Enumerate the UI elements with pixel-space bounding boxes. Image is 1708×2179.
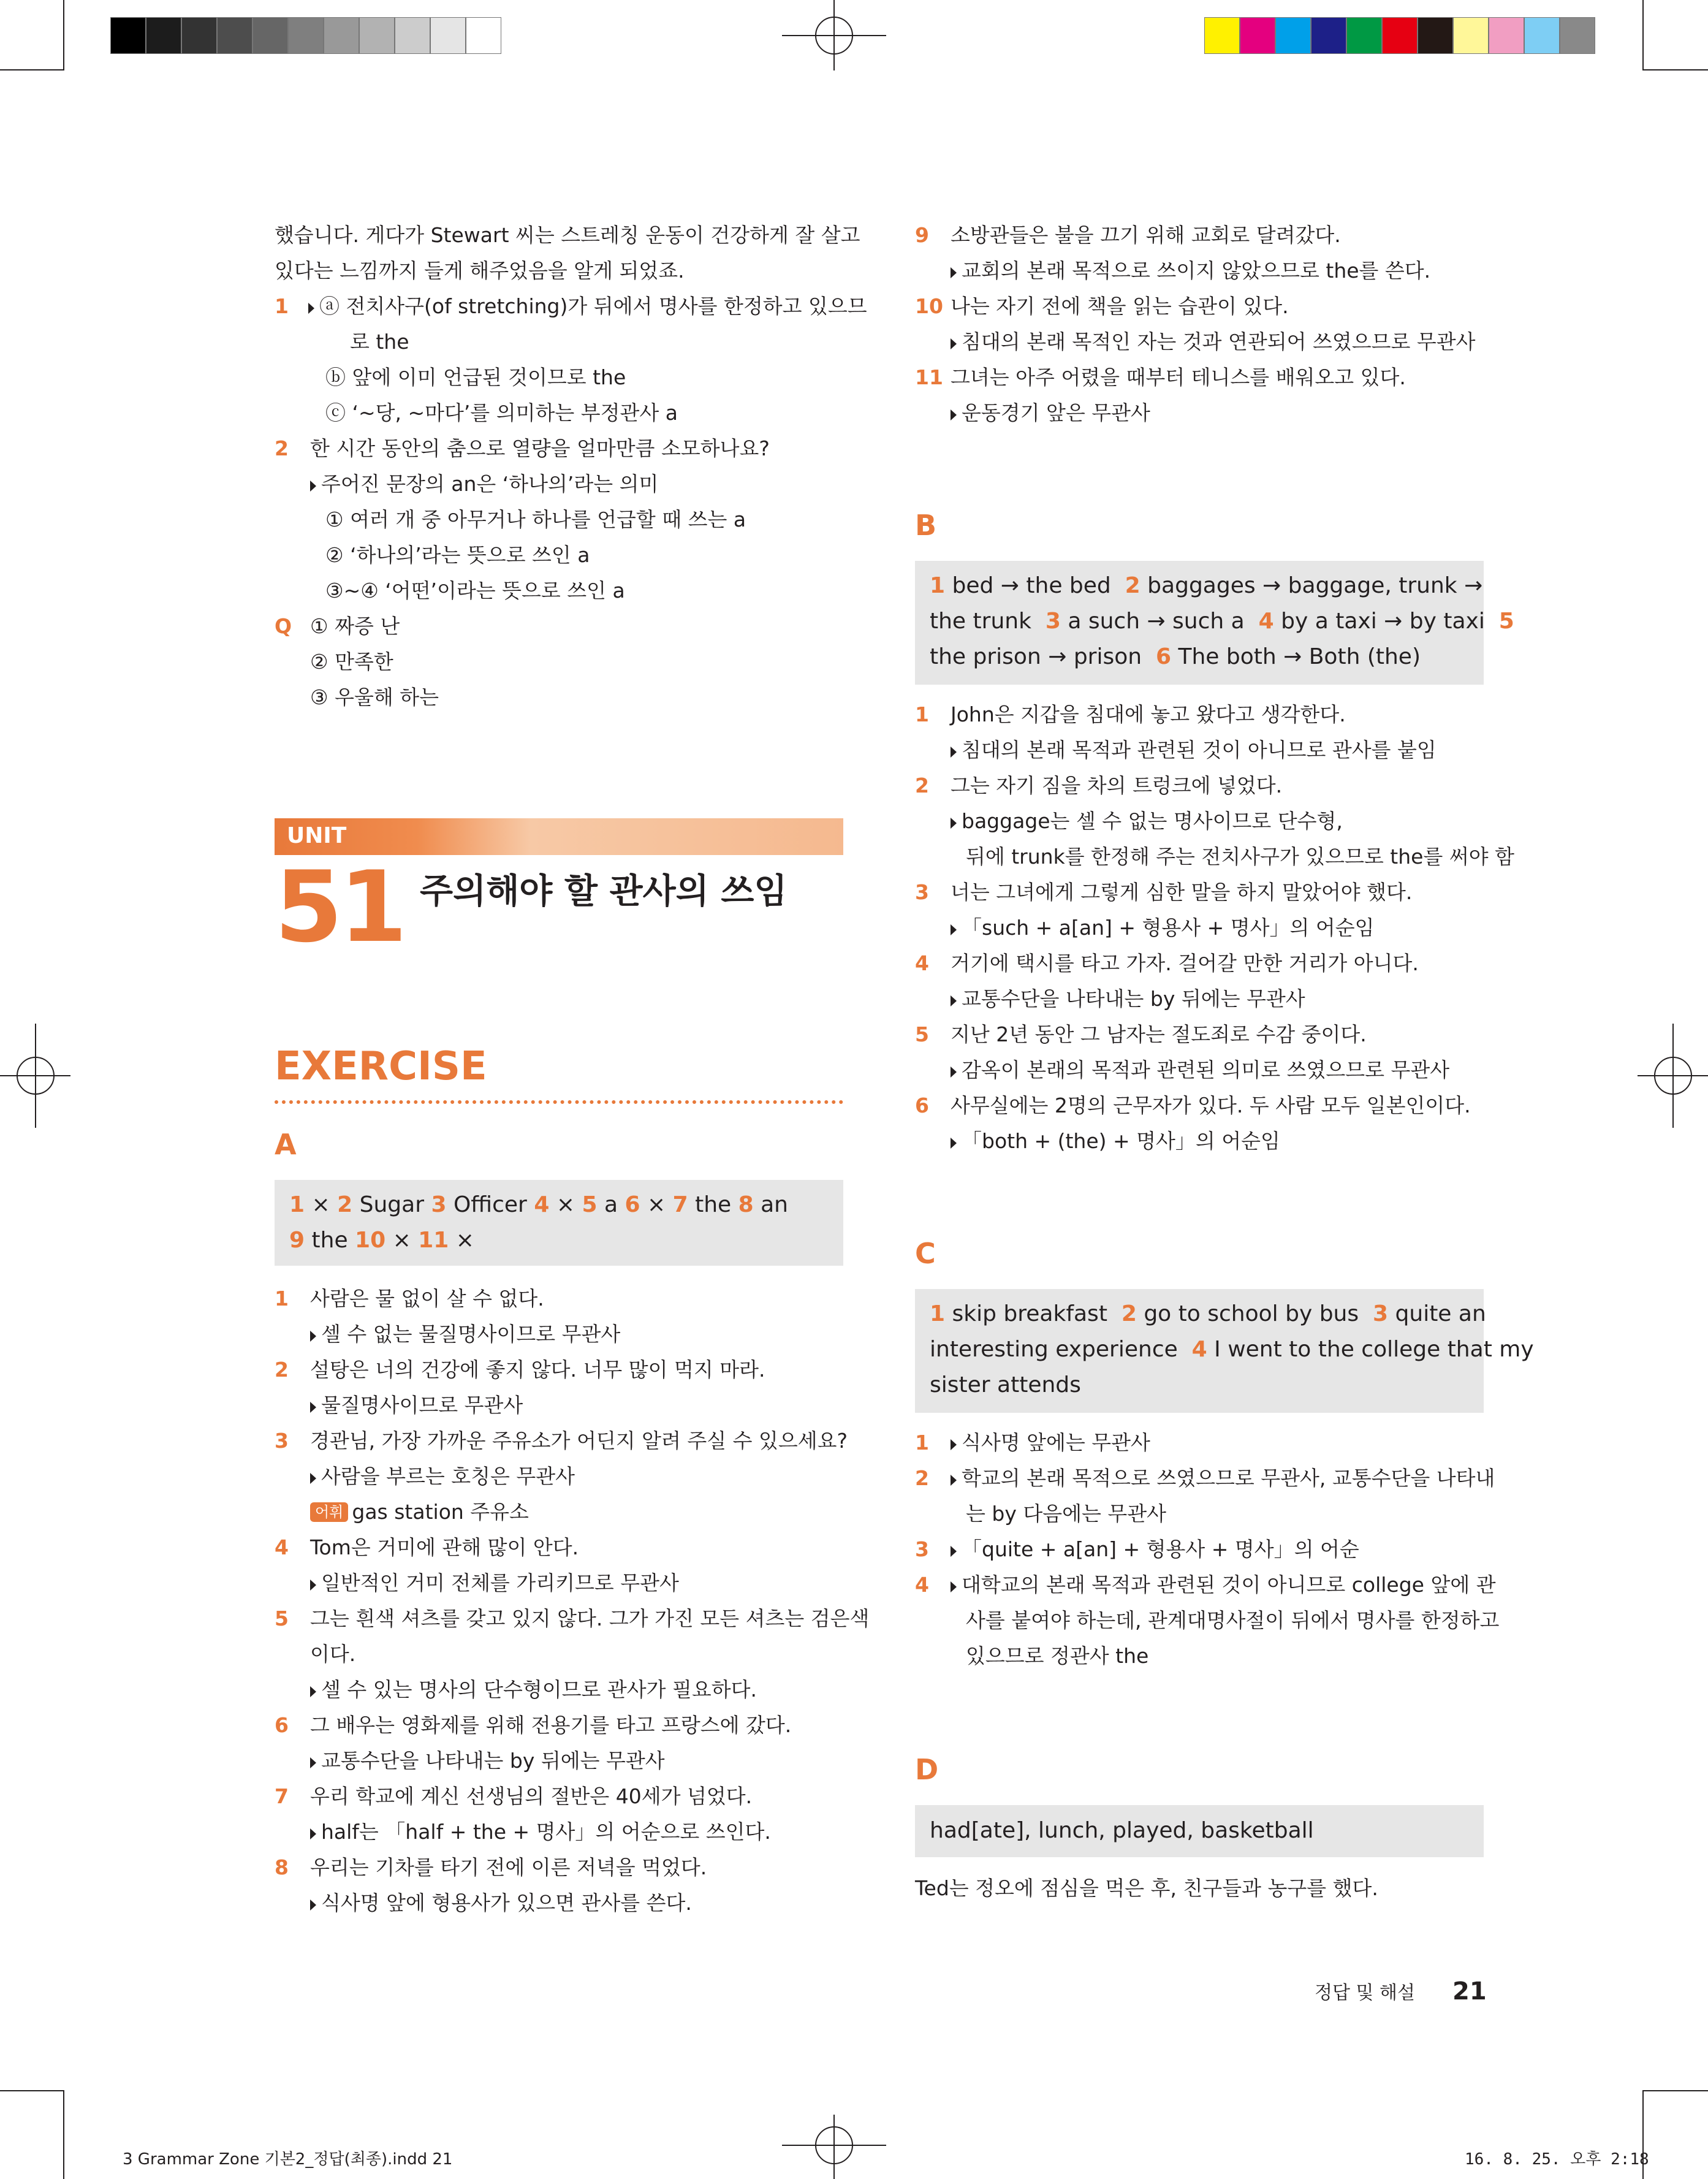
answer-text: × bbox=[385, 1228, 419, 1253]
note: half는 「half + the + 명사」의 어순으로 쓰인다. bbox=[321, 1820, 771, 1844]
translation: Ted는 정오에 점심을 먹은 후, 친구들과 농구를 했다. bbox=[915, 1876, 1378, 1900]
translation: 사람은 물 없이 살 수 없다. bbox=[310, 1287, 544, 1310]
color-swatch bbox=[359, 17, 395, 54]
item-number: 2 bbox=[275, 436, 289, 460]
item-number: 1 bbox=[915, 702, 929, 726]
answer-text: baggages → baggage, trunk → bbox=[1140, 573, 1483, 598]
arrow-icon bbox=[951, 747, 957, 758]
section-d-heading: D bbox=[915, 1753, 939, 1786]
crop-mark bbox=[1644, 2090, 1708, 2091]
explanation: ⓑ 앞에 이미 언급된 것이므로 the bbox=[325, 365, 626, 389]
translation: 그는 흰색 셔츠를 갖고 있지 않다. 그가 가진 모든 셔츠는 검은색 bbox=[310, 1607, 870, 1630]
answer-text: a such → such a bbox=[1060, 609, 1259, 634]
translation: 한 시간 동안의 춤으로 열량을 얼마만큼 소모하나요? bbox=[310, 436, 770, 460]
answer-number: 1 bbox=[930, 1301, 946, 1326]
answer-text: Sugar bbox=[352, 1192, 431, 1217]
arrow-icon bbox=[310, 1473, 316, 1484]
note: 셀 수 없는 물질명사이므로 무관사 bbox=[321, 1322, 621, 1346]
answer-line bbox=[930, 1332, 1534, 1367]
vocab-badge: 어휘 bbox=[310, 1502, 348, 1522]
note: 「quite + a[an] + 형용사 + 명사」의 어순 bbox=[962, 1537, 1359, 1561]
answer-text: an bbox=[753, 1192, 788, 1217]
answer-text: × bbox=[640, 1192, 673, 1217]
arrow-icon bbox=[310, 481, 316, 492]
translation: 그 배우는 영화제를 위해 전용기를 타고 프랑스에 갔다. bbox=[310, 1713, 792, 1737]
vocab-line bbox=[275, 1494, 841, 1530]
crop-mark bbox=[63, 0, 64, 70]
note-line bbox=[275, 466, 841, 502]
translation: John은 지갑을 침대에 놓고 왔다고 생각한다. bbox=[951, 702, 1346, 726]
answer-item bbox=[915, 946, 1482, 981]
arrow-icon bbox=[951, 1546, 957, 1557]
translation: 경관님, 가장 가까운 주유소가 어딘지 알려 주실 수 있으세요? bbox=[310, 1429, 848, 1453]
explanation: ⓐ 전치사구(of stretching)가 뒤에서 명사를 한정하고 있으므 bbox=[319, 294, 867, 318]
answer-number: 6 bbox=[1155, 644, 1172, 669]
answer-text: the prison → prison bbox=[930, 644, 1156, 669]
answer-item bbox=[275, 1779, 841, 1814]
answer-text: bed → the bed bbox=[945, 573, 1125, 598]
item-number: 3 bbox=[915, 880, 929, 904]
registration-mark-icon bbox=[0, 1024, 70, 1128]
color-swatch bbox=[1418, 17, 1453, 54]
answer-number: 4 bbox=[534, 1192, 550, 1217]
translation-cont: 이다. bbox=[310, 1642, 356, 1666]
translation: 지난 2년 동안 그 남자는 절도죄로 수감 중이다. bbox=[951, 1022, 1367, 1046]
translation: 그녀는 아주 어렸을 때부터 테니스를 배워오고 있다. bbox=[951, 365, 1406, 389]
note-cont: 는 by 다음에는 무관사 bbox=[966, 1502, 1166, 1526]
arrow-icon bbox=[310, 1757, 316, 1768]
arrow-icon bbox=[951, 1138, 957, 1149]
color-swatch bbox=[1453, 17, 1489, 54]
section-c-heading: C bbox=[915, 1237, 936, 1270]
answer-number: 2 bbox=[1121, 1301, 1137, 1326]
note-line bbox=[915, 395, 1482, 431]
answer-item bbox=[915, 289, 1482, 324]
note: 「both + (the) + 명사」의 어순임 bbox=[962, 1129, 1280, 1153]
answer-number: 3 bbox=[1045, 609, 1061, 634]
answer-number: 3 bbox=[1373, 1301, 1389, 1326]
note-line bbox=[915, 910, 1482, 946]
arrow-icon bbox=[310, 1899, 316, 1911]
note: 교통수단을 나타내는 by 뒤에는 무관사 bbox=[321, 1749, 665, 1773]
timestamp: 16. 8. 25. 오후 2:18 bbox=[1465, 2150, 1649, 2169]
answer-line bbox=[930, 604, 1514, 639]
note: 감옥이 본래의 목적과 관련된 의미로 쓰였으므로 무관사 bbox=[962, 1058, 1450, 1082]
option: ① 짜증 난 bbox=[310, 614, 400, 638]
registration-mark-icon bbox=[1638, 1024, 1708, 1128]
unit-number: 51 bbox=[275, 850, 404, 964]
item-number: 5 bbox=[915, 1022, 929, 1046]
question-q bbox=[275, 609, 841, 644]
item-number: 9 bbox=[915, 223, 929, 247]
answer-number: 9 bbox=[289, 1228, 305, 1253]
vocab: gas station 주유소 bbox=[352, 1500, 529, 1524]
note-line bbox=[275, 1814, 841, 1850]
answer-number: 6 bbox=[624, 1192, 640, 1217]
unit-title: 주의해야 할 관사의 쓰임 bbox=[420, 872, 788, 911]
answer-number: 5 bbox=[1498, 609, 1514, 634]
answer-text: × bbox=[549, 1192, 582, 1217]
option: ② 만족한 bbox=[310, 650, 393, 674]
answer-text: I went to the college that my bbox=[1207, 1337, 1534, 1362]
answer-box-d bbox=[915, 1805, 1484, 1857]
page-label: 정답 및 해설 bbox=[1315, 1982, 1415, 2004]
intro-line: 있다는 느낌까지 들게 해주었음을 알게 되었죠. bbox=[275, 259, 685, 283]
note: 교회의 본래 목적으로 쓰이지 않았으므로 the를 쓴다. bbox=[962, 259, 1431, 283]
arrow-icon bbox=[951, 1067, 957, 1078]
arrow-icon bbox=[951, 818, 957, 829]
answer-item bbox=[275, 1423, 848, 1459]
dotted-divider bbox=[275, 1100, 843, 1104]
answer-number: 8 bbox=[738, 1192, 754, 1217]
item-number: 8 bbox=[275, 1855, 289, 1879]
arrow-icon bbox=[951, 267, 957, 278]
arrow-icon bbox=[951, 924, 957, 935]
answer-number: 7 bbox=[672, 1192, 688, 1217]
note-line bbox=[275, 1672, 841, 1708]
right-column-top bbox=[915, 218, 1482, 431]
arrow-icon bbox=[951, 995, 957, 1006]
answer-text: Officer bbox=[446, 1192, 534, 1217]
explanation-cont: 로 the bbox=[350, 330, 409, 354]
answer-text: × bbox=[305, 1192, 338, 1217]
item-number: 3 bbox=[915, 1537, 929, 1561]
registration-mark-icon bbox=[782, 0, 886, 70]
item-number: 1 bbox=[275, 1287, 289, 1310]
note: 학교의 본래 목적으로 쓰였으므로 무관사, 교통수단을 나타내 bbox=[962, 1466, 1495, 1490]
color-swatch bbox=[466, 17, 501, 54]
note-line bbox=[915, 1052, 1482, 1088]
answer-text: had[ate], lunch, played, basketball bbox=[930, 1818, 1314, 1843]
answer-line bbox=[289, 1187, 829, 1223]
answer-item bbox=[275, 1530, 841, 1565]
note: 물질명사이므로 무관사 bbox=[321, 1393, 523, 1417]
option: ② ‘하나의’라는 뜻으로 쓰인 a bbox=[325, 543, 590, 567]
item-number: 3 bbox=[275, 1429, 289, 1453]
translation: 우리 학교에 계신 선생님의 절반은 40세가 넘었다. bbox=[310, 1784, 753, 1808]
note: 사람을 부르는 호칭은 무관사 bbox=[321, 1464, 575, 1488]
translation: 설탕은 너의 건강에 좋지 않다. 너무 많이 먹지 마라. bbox=[310, 1358, 765, 1382]
answer-number: 1 bbox=[930, 573, 946, 598]
note-line bbox=[915, 732, 1482, 768]
answer-item bbox=[915, 875, 1482, 910]
section-a-explanations bbox=[275, 1281, 870, 1921]
translation: 우리는 기차를 타기 전에 이른 저녁을 먹었다. bbox=[310, 1855, 707, 1879]
arrow-icon bbox=[310, 1686, 316, 1697]
color-swatch bbox=[110, 17, 146, 54]
color-swatch bbox=[1240, 17, 1275, 54]
arrow-icon bbox=[951, 1475, 957, 1486]
color-swatch bbox=[1346, 17, 1382, 54]
crop-mark bbox=[1644, 69, 1708, 70]
note-line bbox=[915, 1461, 1495, 1496]
answer-item bbox=[275, 1281, 841, 1317]
arrow-icon bbox=[951, 1581, 957, 1592]
arrow-icon bbox=[310, 1331, 316, 1342]
item-number: 11 bbox=[915, 365, 943, 389]
color-swatch bbox=[1524, 17, 1560, 54]
color-swatch bbox=[252, 17, 288, 54]
note: 식사명 앞에 형용사가 있으면 관사를 쓴다. bbox=[321, 1891, 692, 1915]
answer-box-a bbox=[275, 1180, 843, 1266]
color-swatch bbox=[217, 17, 252, 54]
note-cont: 뒤에 trunk를 한정해 주는 전치사구가 있으므로 the를 써야 함 bbox=[966, 845, 1514, 869]
color-swatch bbox=[1311, 17, 1346, 54]
translation: 거기에 택시를 타고 가자. 걸어갈 만한 거리가 아니다. bbox=[951, 951, 1419, 975]
color-swatch bbox=[1382, 17, 1418, 54]
intro-line: 했습니다. 게다가 Stewart 씨는 스트레칭 운동이 건강하게 잘 살고 bbox=[275, 223, 860, 247]
translation: 너는 그녀에게 그렇게 심한 말을 하지 말았어야 했다. bbox=[951, 880, 1413, 904]
item-number: 4 bbox=[915, 1573, 929, 1597]
answer-text: the bbox=[305, 1228, 355, 1253]
explanation: ⓒ ‘~당, ~마다’를 의미하는 부정관사 a bbox=[325, 401, 678, 425]
answer-text: the bbox=[688, 1192, 738, 1217]
translation: 그는 자기 짐을 차의 트렁크에 넣었다. bbox=[951, 774, 1283, 797]
translation: 사무실에는 2명의 근무자가 있다. 두 사람 모두 일본인이다. bbox=[951, 1093, 1471, 1117]
answer-line bbox=[930, 639, 1469, 675]
answer-text: quite an bbox=[1388, 1301, 1486, 1326]
item-number: 1 bbox=[275, 294, 289, 318]
answer-item bbox=[915, 1088, 1482, 1124]
option: ① 여러 개 중 아무거나 하나를 언급할 때 쓰는 a bbox=[325, 508, 746, 531]
note-line bbox=[915, 981, 1482, 1017]
note: 침대의 본래 목적과 관련된 것이 아니므로 관사를 붙임 bbox=[962, 738, 1437, 762]
answer-box-b bbox=[915, 561, 1514, 685]
note: 대학교의 본래 목적과 관련된 것이 아니므로 college 앞에 관 bbox=[962, 1573, 1496, 1597]
answer-item bbox=[915, 1017, 1482, 1052]
color-swatch bbox=[1489, 17, 1524, 54]
translation: 나는 자기 전에 책을 읽는 습관이 있다. bbox=[951, 294, 1289, 318]
left-column bbox=[275, 218, 867, 715]
answer-item bbox=[915, 768, 1482, 804]
note-cont: 있으므로 정관사 the bbox=[966, 1644, 1149, 1668]
note-line bbox=[915, 804, 1482, 839]
answer-text: go to school by bus bbox=[1136, 1301, 1373, 1326]
color-swatch bbox=[430, 17, 466, 54]
answer-item bbox=[915, 697, 1482, 732]
answer-item bbox=[275, 1708, 841, 1743]
question-1 bbox=[275, 289, 867, 324]
file-info: 3 Grammar Zone 기본2_정답(최종).indd 21 bbox=[123, 2150, 453, 2169]
color-swatch bbox=[146, 17, 181, 54]
item-number: 7 bbox=[275, 1784, 289, 1808]
answer-item bbox=[275, 1850, 841, 1885]
answer-number: 2 bbox=[337, 1192, 353, 1217]
answer-number: 4 bbox=[1258, 609, 1274, 634]
page-number: 21 bbox=[1452, 1977, 1487, 2006]
note-line bbox=[275, 1885, 841, 1921]
note-line bbox=[275, 1565, 841, 1601]
section-b-heading: B bbox=[915, 509, 937, 542]
question-2 bbox=[275, 431, 841, 466]
color-swatch bbox=[181, 17, 217, 54]
answer-line bbox=[930, 1367, 1469, 1403]
answer-item bbox=[275, 1352, 841, 1388]
answer-text: sister attends bbox=[930, 1372, 1081, 1398]
answer-line bbox=[930, 568, 1483, 604]
note-line bbox=[275, 1388, 841, 1423]
crop-mark bbox=[1642, 0, 1644, 70]
arrow-icon bbox=[951, 409, 957, 420]
item-number: 10 bbox=[915, 294, 943, 318]
answer-number: 1 bbox=[289, 1192, 305, 1217]
note: 교통수단을 나타내는 by 뒤에는 무관사 bbox=[962, 987, 1305, 1011]
item-number: 4 bbox=[915, 951, 929, 975]
item-number: 5 bbox=[275, 1607, 289, 1630]
option: ③ 우울해 하는 bbox=[310, 685, 439, 709]
note-line bbox=[915, 1425, 1482, 1461]
arrow-icon bbox=[951, 1439, 957, 1450]
note-line bbox=[915, 1124, 1482, 1159]
section-a-heading: A bbox=[275, 1128, 297, 1161]
item-number: 2 bbox=[915, 1466, 929, 1490]
item-number: 1 bbox=[915, 1431, 929, 1455]
arrow-icon bbox=[310, 1828, 316, 1839]
note-line bbox=[275, 1743, 841, 1779]
note-line bbox=[275, 1459, 841, 1494]
answer-item bbox=[915, 360, 1482, 395]
color-swatch bbox=[288, 17, 324, 54]
item-number: 6 bbox=[275, 1713, 289, 1737]
color-swatch bbox=[395, 17, 430, 54]
note: 주어진 문장의 an은 ‘하나의’라는 의미 bbox=[321, 472, 659, 496]
item-number: 2 bbox=[915, 774, 929, 797]
note-line bbox=[915, 253, 1482, 289]
crop-mark bbox=[0, 2090, 64, 2091]
color-swatch bbox=[1560, 17, 1595, 54]
answer-line bbox=[289, 1223, 829, 1258]
answer-number: 11 bbox=[418, 1228, 449, 1253]
answer-text: The both → Both (the) bbox=[1171, 644, 1421, 669]
section-b-explanations bbox=[915, 697, 1514, 1159]
item-number: 6 bbox=[915, 1093, 929, 1117]
arrow-icon bbox=[310, 1402, 316, 1413]
item-number: 4 bbox=[275, 1535, 289, 1559]
note: 「such + a[an] + 형용사 + 명사」의 어순임 bbox=[962, 916, 1375, 940]
note-line bbox=[915, 324, 1482, 360]
note: 침대의 본래 목적인 자는 것과 연관되어 쓰였으므로 무관사 bbox=[962, 330, 1476, 354]
answer-text: skip breakfast bbox=[945, 1301, 1122, 1326]
note: 운동경기 앞은 무관사 bbox=[962, 401, 1150, 425]
note: 셀 수 있는 명사의 단수형이므로 관사가 필요하다. bbox=[321, 1678, 757, 1702]
note-line bbox=[915, 1567, 1496, 1603]
color-swatch bbox=[1275, 17, 1311, 54]
answer-box-c bbox=[915, 1289, 1534, 1413]
answer-number: 2 bbox=[1125, 573, 1141, 598]
exercise-title: EXERCISE bbox=[275, 1044, 487, 1089]
color-swatch bbox=[324, 17, 359, 54]
arrow-icon bbox=[308, 303, 314, 314]
translation: Tom은 거미에 관해 많이 안다. bbox=[310, 1535, 579, 1559]
section-c-explanations bbox=[915, 1425, 1500, 1674]
option: ③~④ ‘어떤’이라는 뜻으로 쓰인 a bbox=[325, 579, 625, 603]
answer-item bbox=[275, 1601, 870, 1637]
answer-line bbox=[930, 1296, 1486, 1332]
note: 일반적인 거미 전체를 가리키므로 무관사 bbox=[321, 1571, 679, 1595]
color-swatch bbox=[1204, 17, 1240, 54]
answer-text: a bbox=[597, 1192, 625, 1217]
unit-label: UNIT bbox=[287, 823, 347, 848]
answer-text: × bbox=[449, 1228, 474, 1253]
crop-mark bbox=[63, 2090, 64, 2179]
note-line bbox=[915, 1532, 1482, 1567]
translation: 소방관들은 불을 끄기 위해 교회로 달려갔다. bbox=[951, 223, 1341, 247]
arrow-icon bbox=[951, 338, 957, 349]
answer-number: 4 bbox=[1191, 1337, 1207, 1362]
note: baggage는 셀 수 없는 명사이므로 단수형, bbox=[962, 809, 1343, 833]
answer-text: interesting experience bbox=[930, 1337, 1192, 1362]
note-line bbox=[275, 1317, 841, 1352]
crop-mark bbox=[0, 69, 64, 70]
registration-mark-icon bbox=[782, 2115, 886, 2179]
answer-item bbox=[915, 218, 1482, 253]
answer-number: 3 bbox=[431, 1192, 447, 1217]
answer-number: 10 bbox=[355, 1228, 386, 1253]
answer-text: by a taxi → by taxi bbox=[1273, 609, 1499, 634]
arrow-icon bbox=[310, 1580, 316, 1591]
note: 식사명 앞에는 무관사 bbox=[962, 1431, 1150, 1455]
note-cont: 사를 붙여야 하는데, 관계대명사절이 뒤에서 명사를 한정하고 bbox=[966, 1608, 1500, 1632]
answer-text: the trunk bbox=[930, 609, 1046, 634]
item-number: Q bbox=[275, 614, 292, 638]
answer-number: 5 bbox=[582, 1192, 598, 1217]
item-number: 2 bbox=[275, 1358, 289, 1382]
